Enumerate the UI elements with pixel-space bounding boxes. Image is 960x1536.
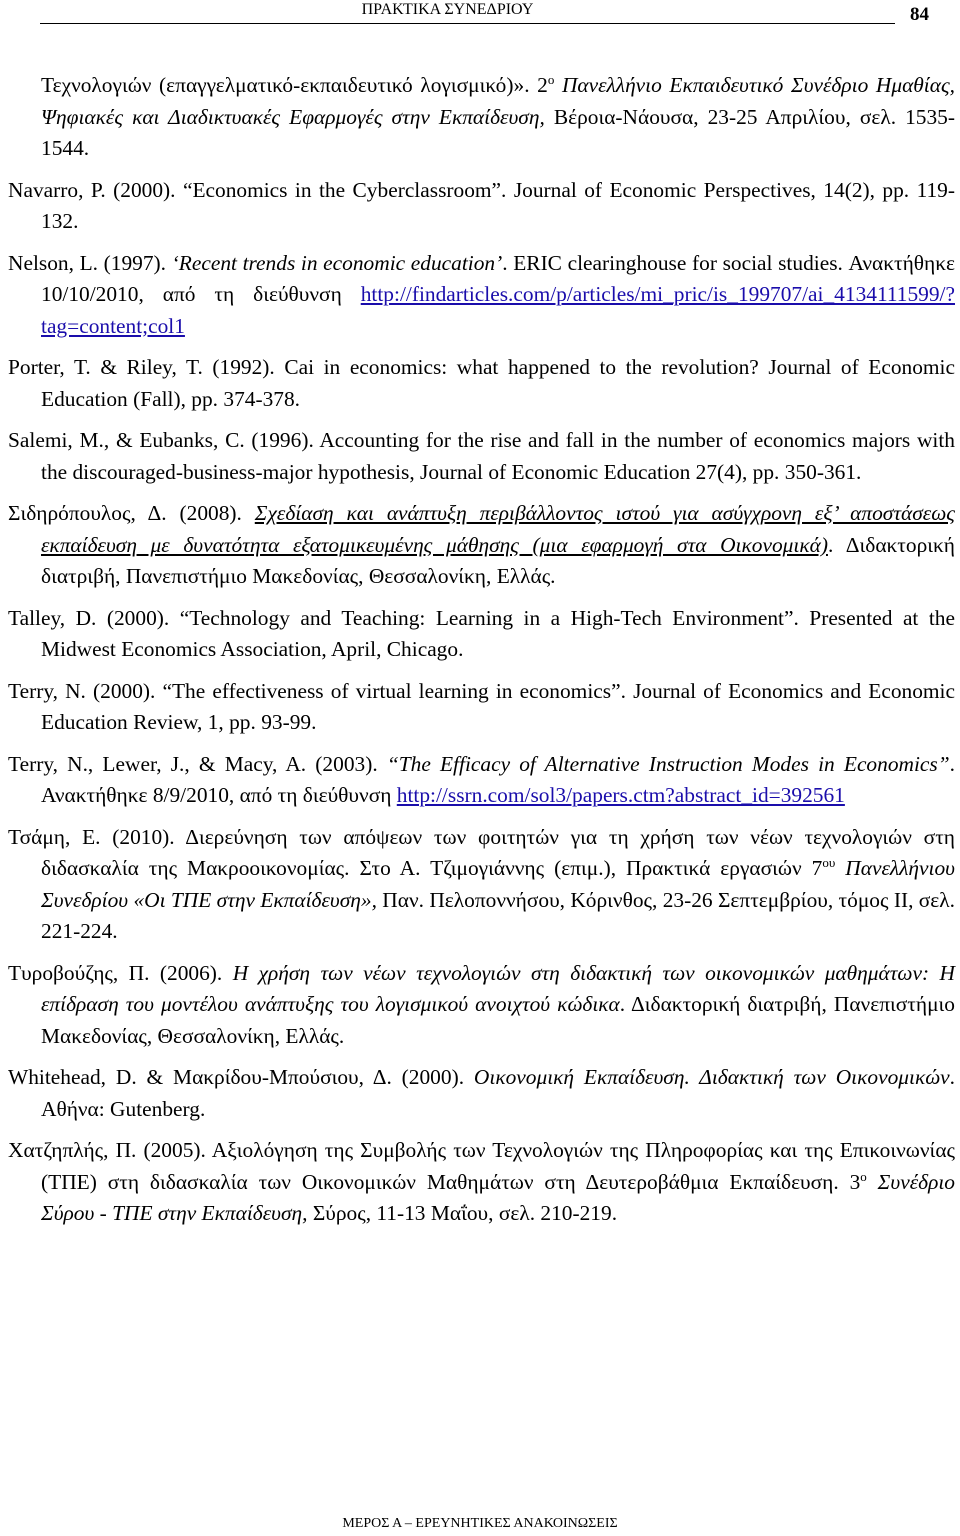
reference-author: Navarro, P. (2000). (8, 177, 183, 202)
reference-title: “Economics in the Cyberclassroom” (182, 177, 502, 202)
reference-text: . Αθήνα: Gutenberg. (41, 1065, 955, 1121)
ordinal-superscript: ου (822, 855, 836, 870)
reference-entry (8, 352, 955, 415)
reference-text: . Διδακτορική διατριβή, Πανεπιστήμιο Μακεδονίας, Θεσσαλονίκη, Ελλάς. (41, 532, 955, 588)
reference-entry (8, 603, 955, 666)
reference-text: Τσάμη, Ε. (2010). Διερεύνηση των απόψεων των φοιτητών για τη χρήση των νέων τεχνολογιών στη διδασκαλία της Μακροοικονομίας. Στο Α. Τζιμογιάννης (επιμ.), Πρακτικά εργασιών 7 (8, 824, 955, 880)
reference-text: . Presented at the Midwest Economics Association, April, Chicago. (41, 605, 955, 661)
reference-author: Terry, N. (2000). (8, 678, 163, 703)
reference-title: Πανελλήνιου Συνεδρίου «Οι ΤΠΕ στην Εκπαίδευση», (41, 856, 955, 912)
reference-text: . Journal of Economics and Economic Education Review, 1, pp. 93-99. (41, 678, 955, 734)
reference-text: Παν. Πελοποννήσου, Κόρινθος, 23-26 Σεπτεμβρίου, τόμος ΙΙ, σελ. 221-224. (41, 887, 956, 943)
reference-url-link[interactable]: http://findarticles.com/p/articles/mi_pric/is_199707/ai_4134111599/?tag=content;col1 (41, 282, 955, 338)
reference-entry (8, 248, 955, 343)
reference-url-link[interactable]: http://ssrn.com/sol3/papers.ctm?abstract_id=392561 (396, 783, 845, 807)
reference-title: Συνέδριο Σύρου - ΤΠΕ στην Εκπαίδευση, (41, 1169, 955, 1225)
reference-author: Nelson, L. (1997). (8, 250, 172, 275)
reference-list (8, 70, 955, 1240)
reference-title: Η χρήση των νέων τεχνολογιών στη διδακτική των οικονομικών μαθημάτων: Η επίδραση του μοντέλου ανάπτυξης του λογισμικού ανοιχτού κώδικα (41, 960, 955, 1016)
page-header (0, 0, 960, 40)
header-rule (40, 23, 895, 24)
reference-entry (8, 175, 955, 238)
reference-entry (8, 749, 955, 812)
reference-title: Οικονομική Εκπαίδευση. Διδακτική των Οικονομικών (473, 1065, 950, 1089)
reference-title: “The Efficacy of Alternative Instruction Modes in Economics” (386, 751, 950, 776)
reference-text: Salemi, M., & Eubanks, C. (1996). Accounting for the rise and fall in the number of economics majors with the discouraged-business-major hypothesis, Journal of Economic Education 27(4), pp. 350-361. (8, 428, 955, 484)
reference-text: . Journal of Economic Perspectives, 14(2), pp. 119-132. (41, 177, 955, 233)
reference-entry (8, 1062, 955, 1125)
reference-text: . Διδακτορική διατριβή, Πανεπιστήμιο Μακεδονίας, Θεσσαλονίκη, Ελλάς. (41, 992, 955, 1048)
ordinal-superscript: ο (860, 1168, 867, 1184)
reference-entry (8, 822, 955, 948)
reference-author: Τυροβούζης, Π. (2006). (8, 960, 233, 985)
reference-entry (8, 70, 955, 165)
reference-author: Terry, N., Lewer, J., & Macy, A. (2003). (8, 751, 387, 776)
reference-entry (8, 498, 955, 593)
reference-text: Porter, T. & Riley, T. (1992). Cai in economics: what happened to the revolution? Journal of Economic Education (Fall), pp. 374-378. (8, 355, 955, 411)
page-footer: ΜΕΡΟΣ Α – ΕΡΕΥΝΗΤΙΚΕΣ ΑΝΑΚΟΙΝΩΣΕΙΣ (342, 1516, 618, 1531)
reference-author: Talley, D. (2000). (8, 605, 180, 630)
reference-entry (8, 425, 955, 488)
page-number: 84 (910, 4, 929, 25)
ordinal-superscript: ο (547, 72, 555, 87)
reference-text: Βέροια-Νάουσα, 23-25 Απριλίου, σελ. 1535-1544. (41, 104, 955, 160)
reference-text: Χατζηπλής, Π. (2005). Αξιολόγηση της Συμβολής των Τεχνολογιών της Πληροφορίας και της Επικοινωνίας (ΤΠΕ) στη διδασκαλία των Οικονομικών Μαθημάτων στη Δευτεροβάθμια Εκπαίδευση. 3 (8, 1138, 955, 1194)
running-head: ΠΡΑΚΤΙΚΑ ΣΥΝΕΔΡΙΟΥ (361, 1, 534, 18)
reference-author: Whitehead, D. & Μακρίδου-Μπούσιου, Δ. (2000). (8, 1065, 474, 1089)
reference-title: Σχεδίαση και ανάπτυξη περιβάλλοντος ιστού για ασύγχρονη εξ’ αποστάσεως εκπαίδευση με δυνατότητα εξατομικευμένης μάθησης (μια εφαρμογή στα Οικονομικά) (41, 501, 955, 557)
reference-author: Σιδηρόπουλος, Δ. (2008). (8, 501, 255, 525)
reference-title: “The effectiveness of virtual learning in economics” (162, 678, 621, 703)
reference-entry (8, 1135, 955, 1230)
reference-text: Σύρος, 11-13 Μαΐου, σελ. 210-219. (307, 1201, 618, 1225)
reference-title: “Technology and Teaching: Learning in a High-Tech Environment” (179, 605, 794, 630)
reference-title: ‘Recent trends in economic education’ (171, 250, 503, 275)
reference-text: . ERIC clearinghouse for social studies. Ανακτήθηκε 10/10/2010, από τη διεύθυνση (41, 250, 956, 306)
reference-entry (8, 676, 955, 739)
reference-title: Πανελλήνιο Εκπαιδευτικό Συνέδριο Ημαθίας, Ψηφιακές και Διαδικτυακές Εφαρμογές στην Εκπαίδευση, (41, 73, 955, 129)
reference-text: Τεχνολογιών (επαγγελματικό-εκπαιδευτικό λογισμικό)». 2 (41, 73, 548, 97)
reference-text: . Ανακτήθηκε 8/9/2010, από τη διεύθυνση (41, 751, 955, 807)
reference-entry (8, 958, 955, 1053)
